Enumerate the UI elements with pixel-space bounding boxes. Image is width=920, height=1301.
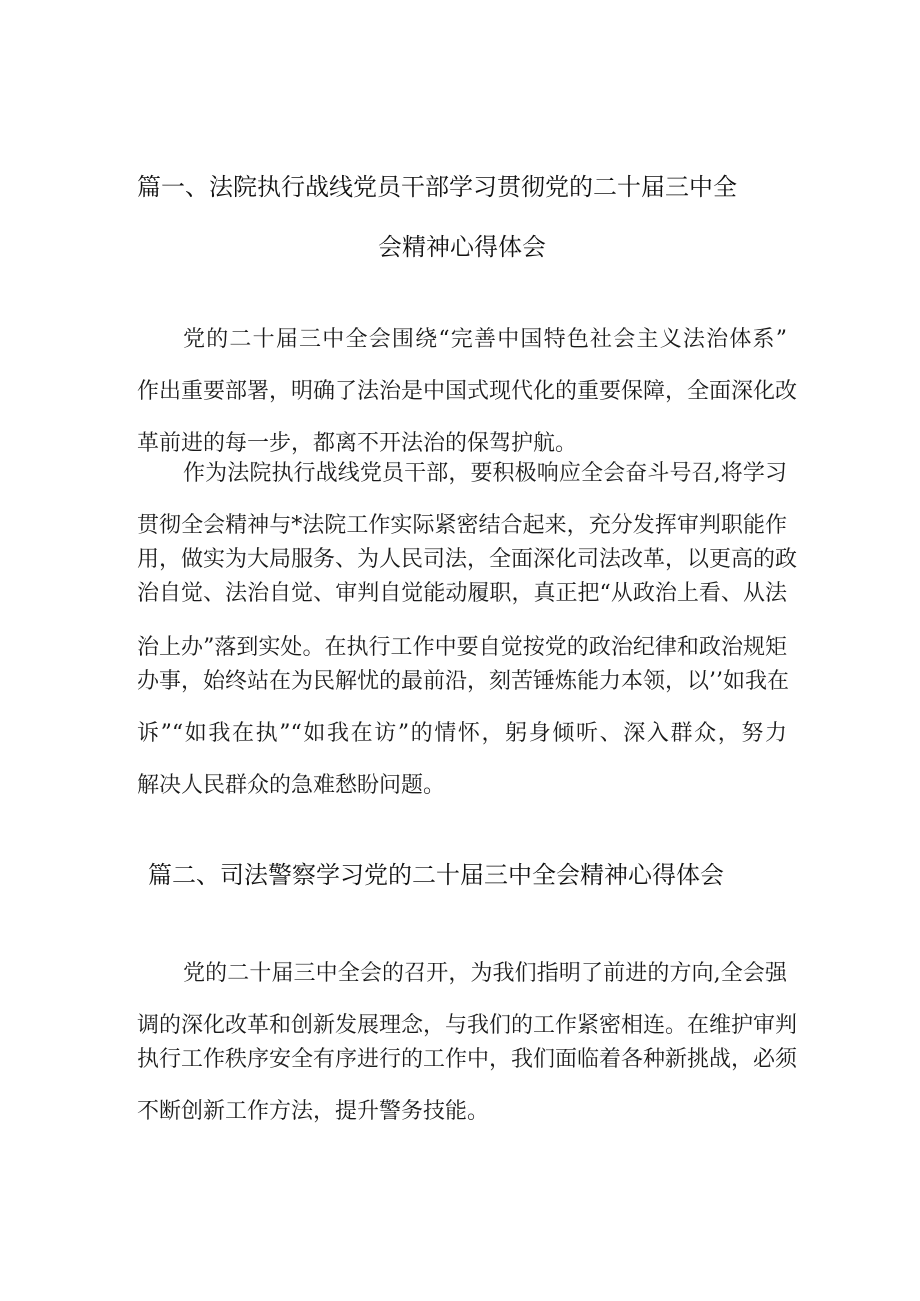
section1-para2-line: 贯彻全会精神与*法院工作实际紧密结合起来，充分发挥审判职能作 bbox=[137, 513, 787, 538]
section1-para2-line: 诉”“如我在执”“如我在访”的情怀，躬身倾听、深入群众，努力 bbox=[137, 721, 787, 746]
section2-para1-line: 执行工作秩序安全有序进行的工作中，我们面临着各种新挑战，必须 bbox=[137, 1047, 798, 1072]
section1-title-line2: 会精神心得体会 bbox=[378, 233, 546, 261]
section1-para2-line: 解决人民群众的急难愁盼问题。 bbox=[137, 773, 446, 798]
section1-para1-line: 党的二十届三中全会围绕“完善中国特色社会主义法治体系” bbox=[183, 327, 787, 352]
section1-para2-line: 用，做实为大局服务、为人民司法，全面深化司法改革，以更高的政 bbox=[137, 547, 798, 572]
section2-para1-line: 党的二十届三中全会的召开，为我们指明了前进的方向,全会强 bbox=[183, 961, 787, 986]
section2-para1-line: 调的深化改革和创新发展理念，与我们的工作紧密相连。在维护审判 bbox=[137, 1013, 798, 1038]
section2-para1-line: 不断创新工作方法，提升警务技能。 bbox=[137, 1099, 490, 1124]
section1-para2-line: 治上办”落到实处。在执行工作中要自觉按党的政治纪律和政治规矩 bbox=[137, 635, 787, 660]
section1-para2-line: 作为法院执行战线党员干部，要积极响应全会奋斗号召,将学习 bbox=[183, 461, 787, 486]
section1-para2-line: 办事，始终站在为民解忧的最前沿，刻苦锤炼能力本领，以’’如我在 bbox=[137, 669, 789, 694]
section1-para1-line: 作出重要部署，明确了法治是中国式现代化的重要保障，全面深化改 bbox=[137, 379, 798, 404]
section1-title-line1: 篇一、法院执行战线党员干部学习贯彻党的二十届三中全 bbox=[137, 173, 737, 201]
section1-para1-line: 革前进的每一步，都离不开法治的保驾护航。 bbox=[137, 431, 578, 456]
section2-title: 篇二、司法警察学习党的二十届三中全会精神心得体会 bbox=[148, 861, 724, 889]
section1-para2-line: 治自觉、法治自觉、审判自觉能动履职，真正把“从政治上看、从法 bbox=[137, 581, 787, 606]
